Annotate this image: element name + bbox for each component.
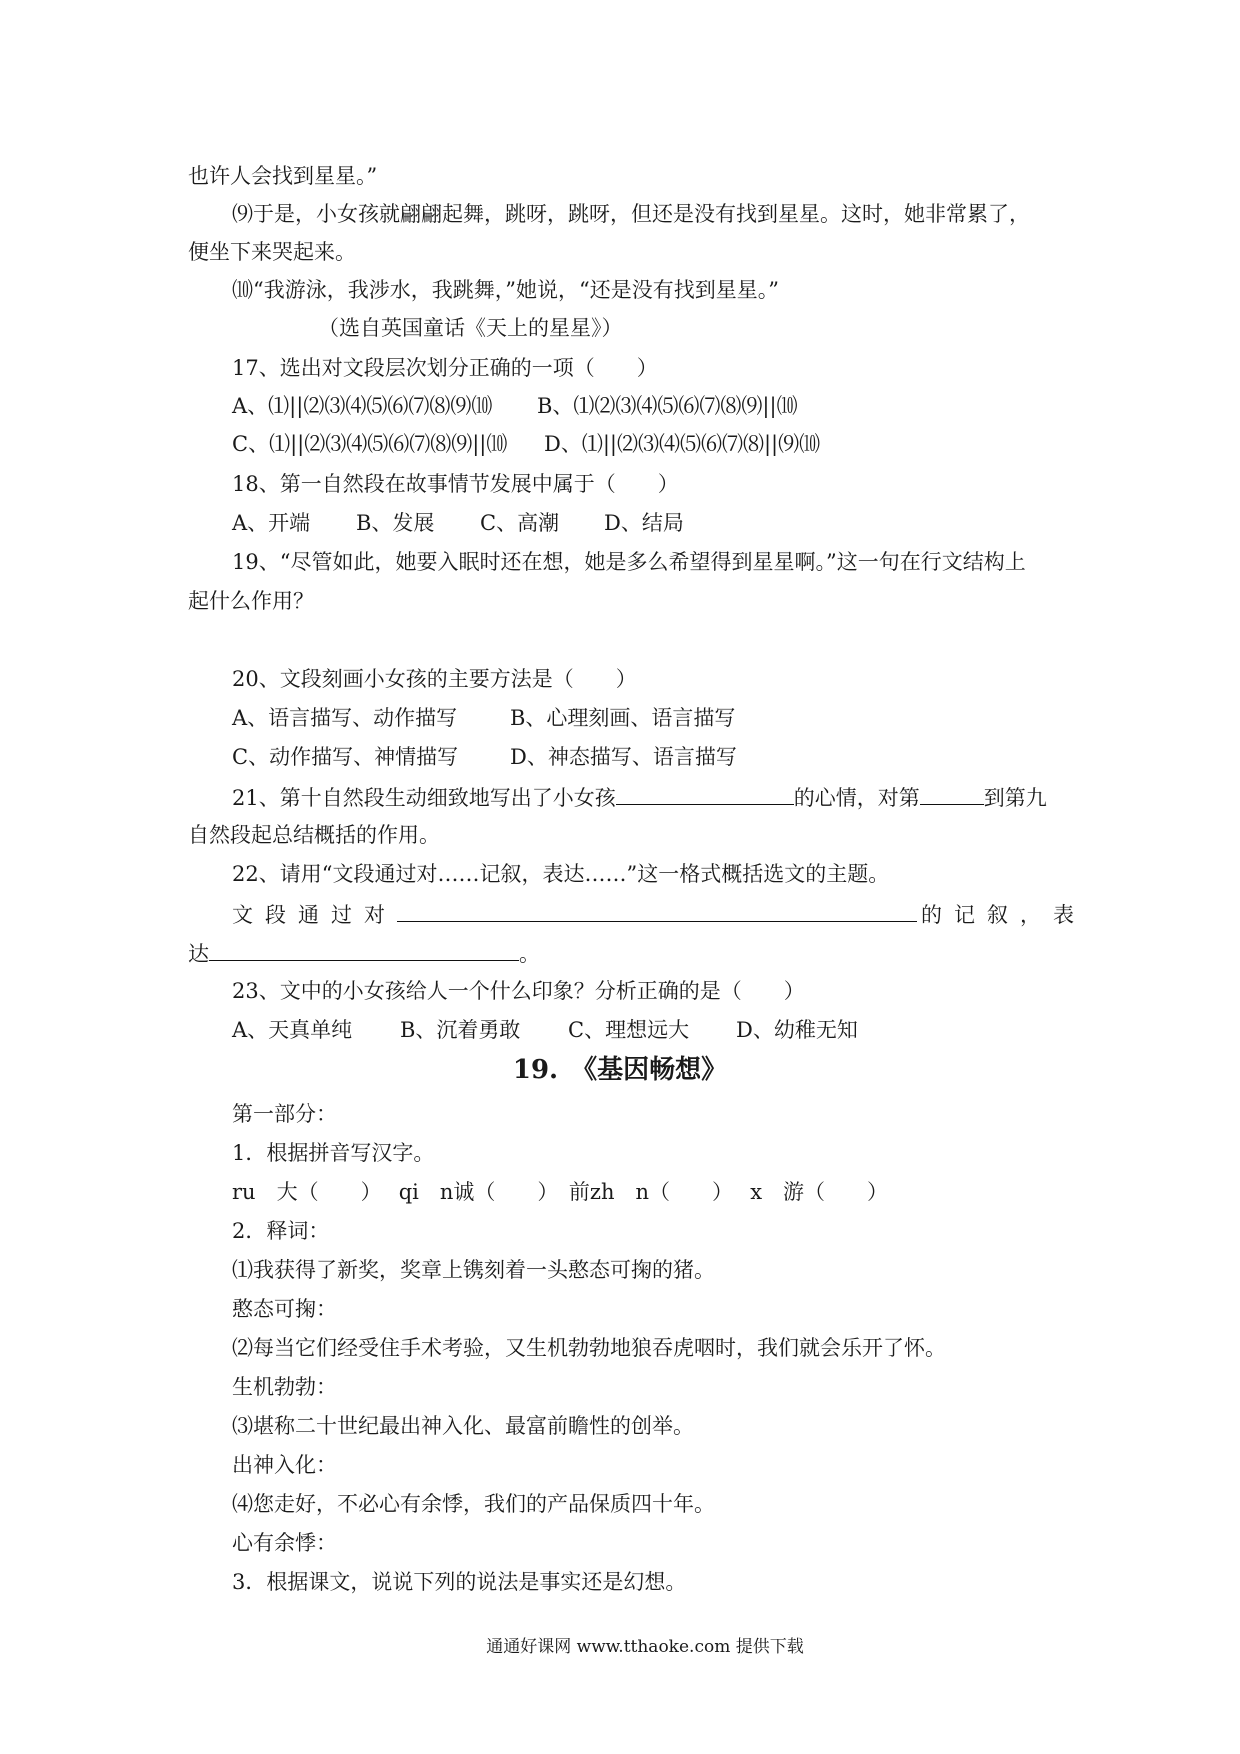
word-2: 生机勃勃： (232, 1375, 337, 1399)
question-23-stem: 23、文中的小女孩给人一个什么印象？分析正确的是（ ） (232, 979, 805, 1003)
option-d: D、幼稚无知 (736, 1018, 858, 1042)
question-20-options-cd (232, 743, 737, 771)
option-a: A、天真单纯 (232, 1018, 353, 1042)
option-b: B、⑴⑵⑶⑷⑸⑹⑺⑻⑼||⑽ (537, 394, 798, 418)
question-17-stem: 17、选出对文段层次划分正确的一项（ ） (232, 356, 658, 380)
section-question-1: 1．根据拼音写汉字。 (232, 1141, 435, 1165)
question-19-line-1: 19、“尽管如此，她要入眠时还在想，她是多么希望得到星星啊。”这一句在行文结构上 (232, 550, 1026, 574)
question-22-answer-line-1 (232, 899, 1086, 929)
answer-lead-2: 达 (188, 942, 209, 966)
word-3: 出神入化： (232, 1453, 337, 1477)
option-a: A、语言描写、动作描写 (232, 706, 458, 730)
question-22-answer-line-2 (188, 938, 540, 968)
question-23-options (232, 1016, 858, 1044)
answer-end: 。 (519, 942, 540, 966)
passage-para-10: ⑽“我游泳，我涉水，我跳舞，”她说，“还是没有找到星星。” (232, 278, 779, 302)
answer-lead: 文段通过对 (232, 903, 397, 927)
option-b: B、沉着勇敢 (400, 1018, 521, 1042)
passage-para-9-line-2: 便坐下来哭起来。 (188, 240, 356, 264)
sentence-2: ⑵每当它们经受住手术考验，又生机勃勃地狼吞虎咽时，我们就会乐开了怀。 (232, 1336, 946, 1360)
option-d: D、结局 (604, 511, 684, 535)
section-title: 19. 《基因畅想》 (512, 1055, 728, 1085)
option-c: C、高潮 (480, 511, 560, 535)
passage-line-1: 也许人会找到星星。” (188, 164, 378, 188)
sentence-4: ⑷您走好，不必心有余悸，我们的产品保质四十年。 (232, 1492, 715, 1516)
sentence-3: ⑶堪称二十世纪最出神入化、最富前瞻性的创举。 (232, 1414, 694, 1438)
pinyin-items: ru 大（ ） qi n诚（ ） 前zh n（ ） x 游（ ） (232, 1180, 889, 1204)
option-c: C、动作描写、神情描写 (232, 745, 459, 769)
question-21-text-3: 到第九 (983, 786, 1047, 810)
section-question-3: 3．根据课文，说说下列的说法是事实还是幻想。 (232, 1570, 687, 1594)
question-18-options (232, 509, 684, 537)
option-d: D、⑴||⑵⑶⑷⑸⑹⑺⑻||⑼⑽ (544, 432, 821, 456)
word-4: 心有余悸： (232, 1531, 337, 1555)
question-17-options-ab (232, 392, 798, 420)
section-question-2: 2．释词： (232, 1219, 330, 1243)
question-18-stem: 18、第一自然段在故事情节发展中属于（ ） (232, 472, 679, 496)
option-a: A、开端 (232, 511, 311, 535)
option-b: B、心理刻画、语言描写 (510, 706, 736, 730)
option-c: C、⑴||⑵⑶⑷⑸⑹⑺⑻⑼||⑽ (232, 432, 508, 456)
answer-mid: 的记叙，表 (921, 903, 1086, 927)
question-22-stem: 22、请用“文段通过对……记叙，表达……”这一格式概括选文的主题。 (232, 862, 890, 886)
passage-source: （选自英国童话《天上的星星》） (318, 316, 623, 340)
question-21-line-1 (232, 782, 1047, 812)
passage-para-9-line-1: ⑼于是，小女孩就翩翩起舞，跳呀，跳呀，但还是没有找到星星。这时，她非常累了， (232, 202, 1030, 226)
option-a: A、⑴||⑵⑶⑷⑸⑹⑺⑻⑼⑽ (232, 394, 493, 418)
sentence-1: ⑴我获得了新奖，奖章上镌刻着一头憨态可掬的猪。 (232, 1258, 715, 1282)
question-19-line-2: 起什么作用？ (188, 589, 314, 613)
question-20-stem: 20、文段刻画小女孩的主要方法是（ ） (232, 667, 637, 691)
question-21-text-2: 的心情，对第 (793, 786, 920, 810)
answer-blank-mood[interactable] (616, 782, 794, 805)
option-d: D、神态描写、语言描写 (510, 745, 737, 769)
question-17-options-cd (232, 430, 820, 458)
question-20-options-ab (232, 704, 735, 732)
question-21-text-1: 21、第十自然段生动细致地写出了小女孩 (232, 786, 616, 810)
answer-blank-event[interactable] (397, 899, 917, 922)
option-b: B、发展 (356, 511, 435, 535)
question-21-line-2: 自然段起总结概括的作用。 (188, 823, 440, 847)
answer-blank-theme[interactable] (209, 938, 519, 961)
section-part-label: 第一部分： (232, 1102, 337, 1126)
page-footer: 通通好课网 www.tthaoke.com 提供下载 (486, 1637, 804, 1657)
answer-blank-paragraph[interactable] (920, 782, 984, 805)
word-1: 憨态可掬： (232, 1297, 337, 1321)
option-c: C、理想远大 (568, 1018, 690, 1042)
